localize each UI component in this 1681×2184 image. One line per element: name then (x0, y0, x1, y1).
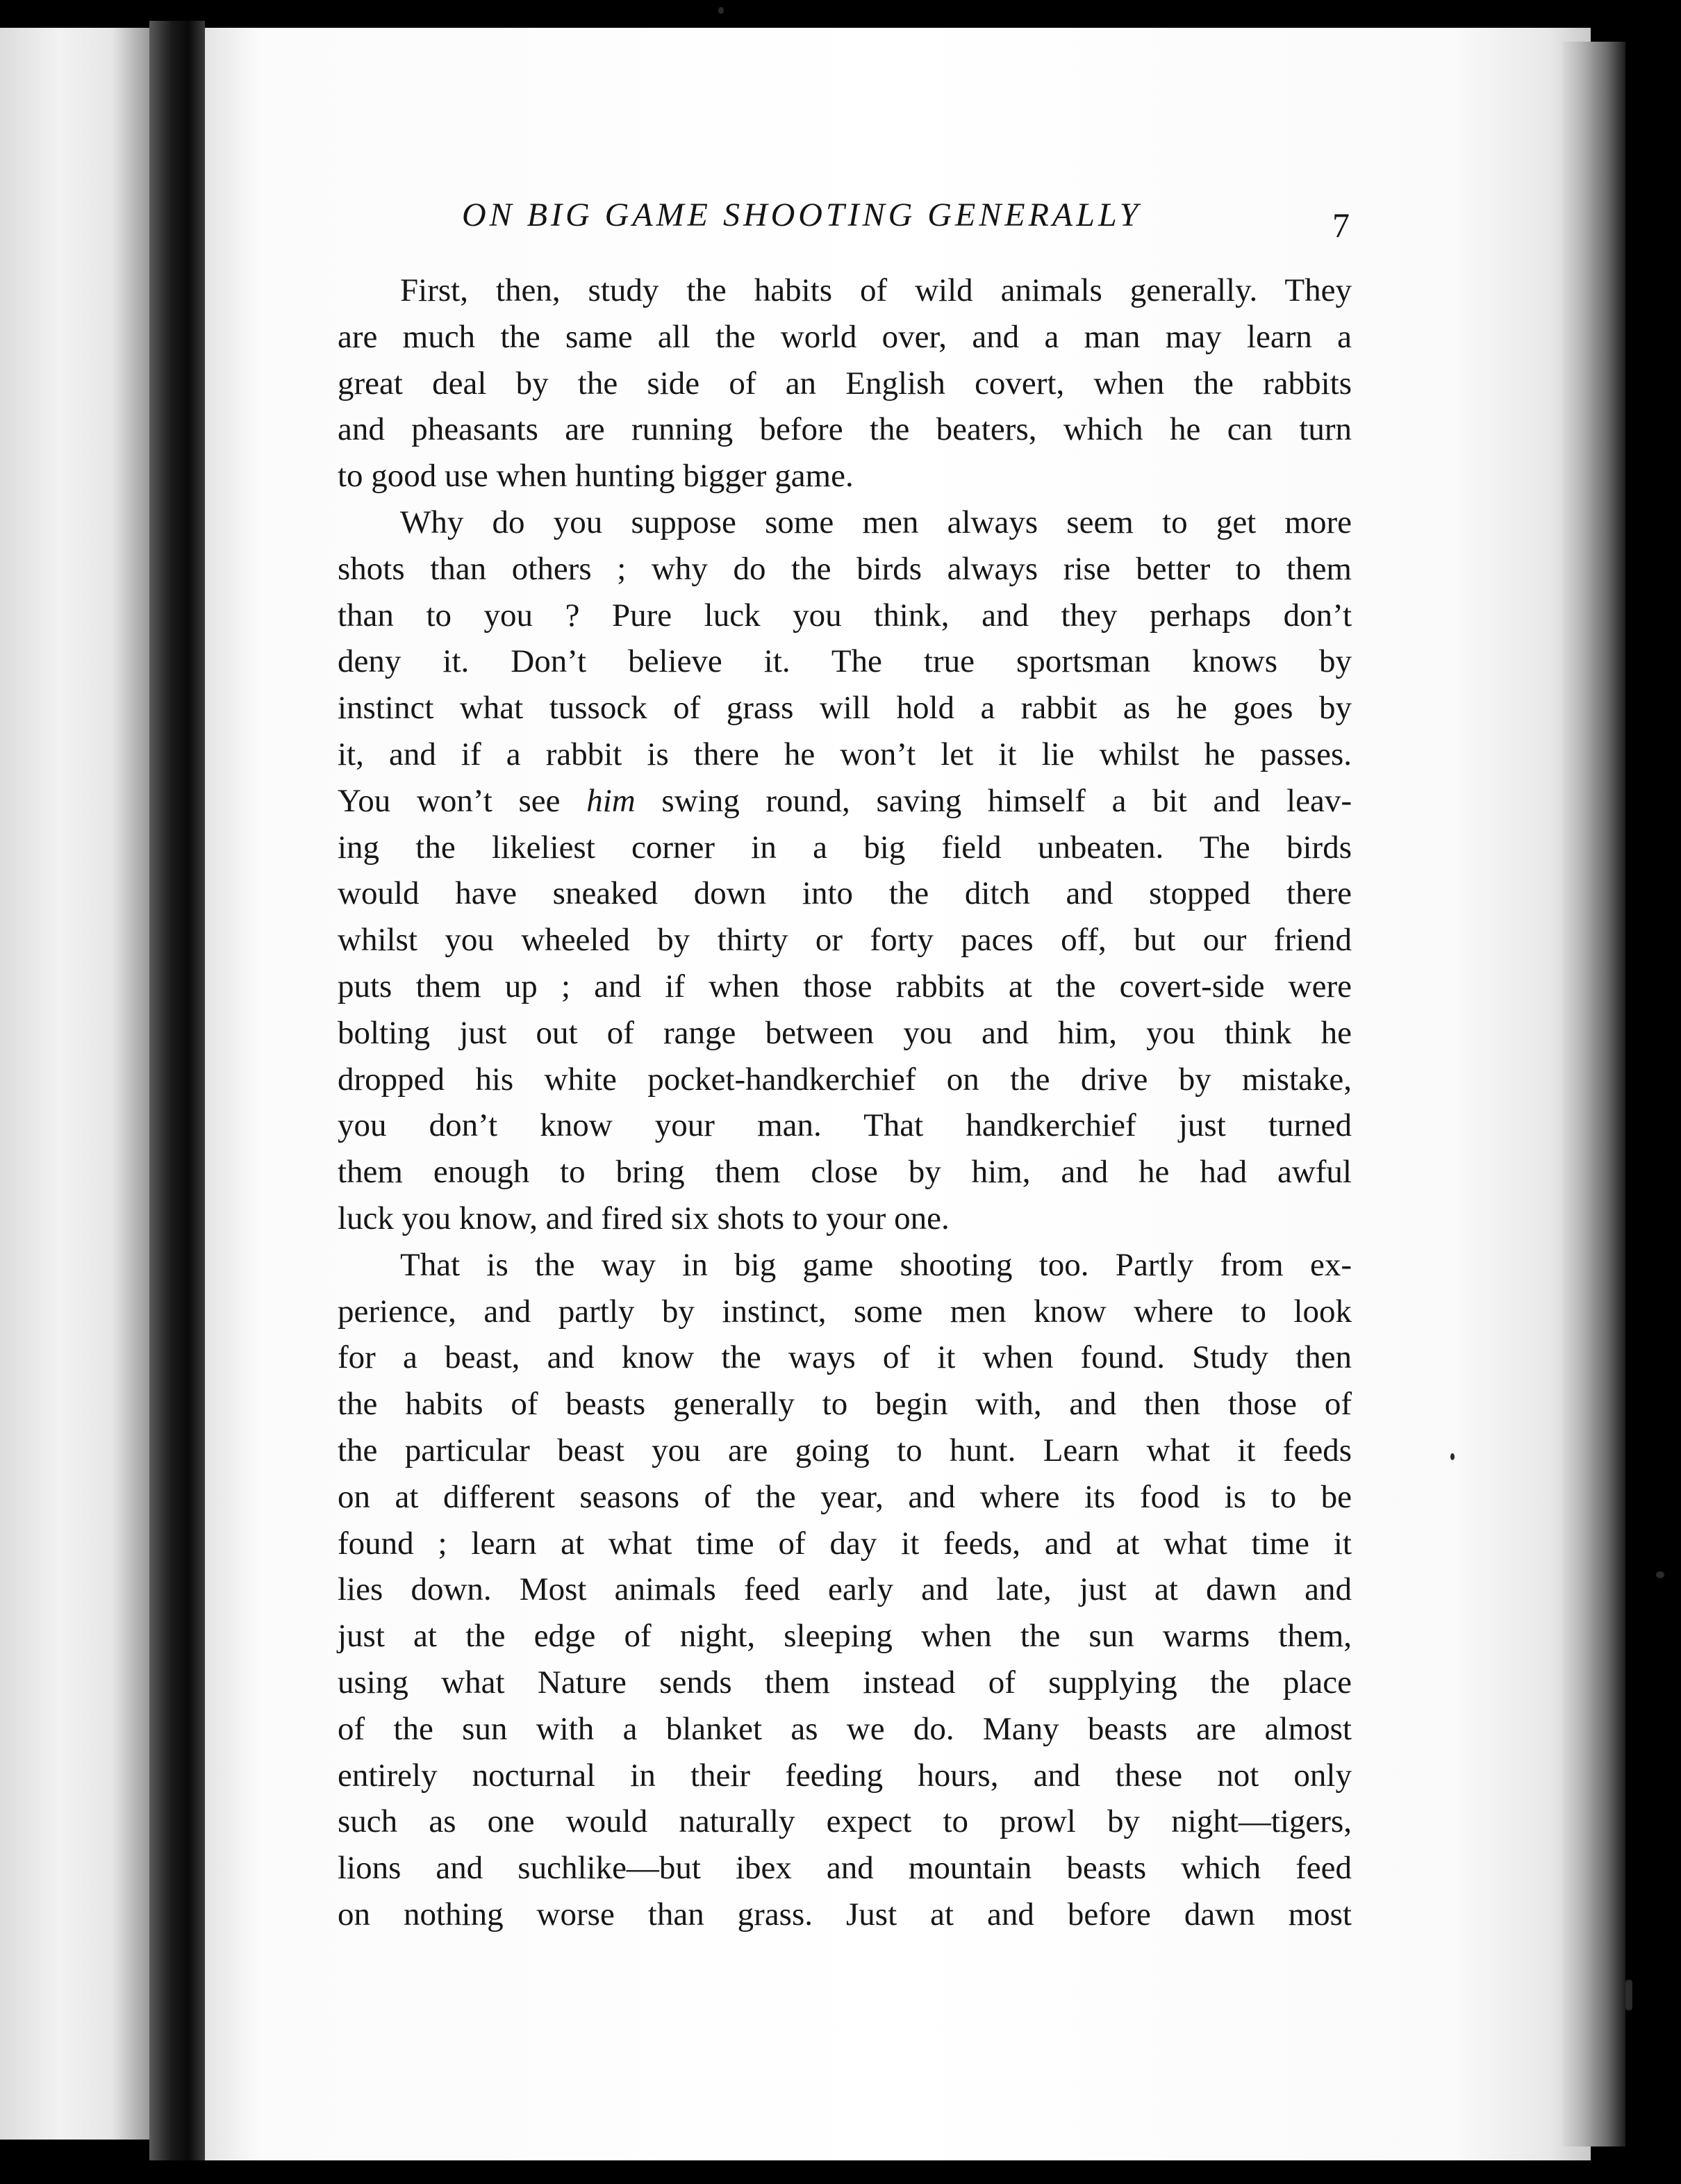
left-page-edge (0, 28, 149, 2140)
body-text (338, 267, 1352, 1938)
text-line: great deal by the side of an English covert, when the rabbits (338, 365, 1352, 402)
text-line: First, then, study the habits of wild animals generally. They (400, 272, 1352, 308)
text-line: puts them up ; and if when those rabbits at the covert-side were (338, 968, 1352, 1004)
text-line: entirely nocturnal in their feeding hours, and these not only (338, 1757, 1352, 1794)
text-line: for a beast, and know the ways of it when found. Study then (338, 1339, 1352, 1376)
text-line: such as one would naturally expect to prowl by night—tigers, (338, 1803, 1352, 1840)
scan-speck (1625, 1980, 1632, 2010)
page-number: 7 (1332, 206, 1350, 245)
text-line: Why do you suppose some men always seem to get more (400, 504, 1352, 540)
text-line: them enough to bring them close by him, and he had awful (338, 1154, 1352, 1191)
text-line: on at different seasons of the year, and where its food is to be (338, 1478, 1352, 1515)
text-line: lions and suchlike—but ibex and mountain beasts which feed (338, 1850, 1352, 1887)
book-gutter (149, 21, 205, 2160)
emphasis-text: him (586, 782, 636, 819)
text-line: and pheasants are running before the beaters, which he can turn (338, 411, 1352, 448)
text-line: just at the edge of night, sleeping when the sun warms them, (338, 1618, 1352, 1655)
text-line: are much the same all the world over, and a man may learn a (338, 318, 1352, 355)
text-line: That is the way in big game shooting too. Partly from ex- (400, 1246, 1352, 1283)
text-line: whilst you wheeled by thirty or forty paces off, but our friend (338, 922, 1352, 959)
running-head: ON BIG GAME SHOOTING GENERALLY (462, 197, 1142, 233)
text-line: the particular beast you are going to hunt. Learn what it feeds (338, 1432, 1352, 1469)
text-line: to good use when hunting bigger game. (338, 458, 854, 495)
text-line: it, and if a rabbit is there he won’t let it lie whilst he passes. (338, 736, 1352, 772)
text-line: lies down. Most animals feed early and late, just at dawn and (338, 1571, 1352, 1608)
text-line: would have sneaked down into the ditch and stopped there (338, 875, 1352, 912)
text-line: ing the likeliest corner in a big field unbeaten. The birds (338, 829, 1352, 866)
text-line: shots than others ; why do the birds always rise better to them (338, 550, 1352, 587)
text-segment: swing round, saving himself a bit and leav- (661, 782, 1352, 819)
scan-speck (1656, 1571, 1664, 1578)
text-line-with-emphasis (338, 778, 1352, 825)
text-line: found ; learn at what time of day it feeds, and at what time it (338, 1525, 1352, 1562)
scan-speck (1450, 1453, 1455, 1460)
text-line: instinct what tussock of grass will hold a rabbit as he goes by (338, 690, 1352, 727)
page-edge-shadow (1563, 42, 1625, 2146)
text-line: than to you ? Pure luck you think, and they perhaps don’t (338, 597, 1352, 634)
scan-speck (718, 7, 724, 14)
text-line: dropped his white pocket-handkerchief on the drive by mistake, (338, 1061, 1352, 1098)
text-line: perience, and partly by instinct, some men know where to look (338, 1293, 1352, 1330)
text-line: using what Nature sends them instead of supplying the place (338, 1664, 1352, 1701)
text-line: bolting just out of range between you and him, you think he (338, 1014, 1352, 1051)
text-line: luck you know, and fired six shots to your one. (338, 1200, 950, 1236)
text-line: the habits of beasts generally to begin with, and then those of (338, 1386, 1352, 1423)
text-line: deny it. Don’t believe it. The true sportsman knows by (338, 643, 1352, 680)
text-segment: You won’t see (338, 782, 561, 819)
text-line: on nothing worse than grass. Just at and before dawn most (338, 1896, 1352, 1933)
text-line: of the sun with a blanket as we do. Many beasts are almost (338, 1710, 1352, 1747)
text-line: you don’t know your man. That handkerchief just turned (338, 1107, 1352, 1144)
